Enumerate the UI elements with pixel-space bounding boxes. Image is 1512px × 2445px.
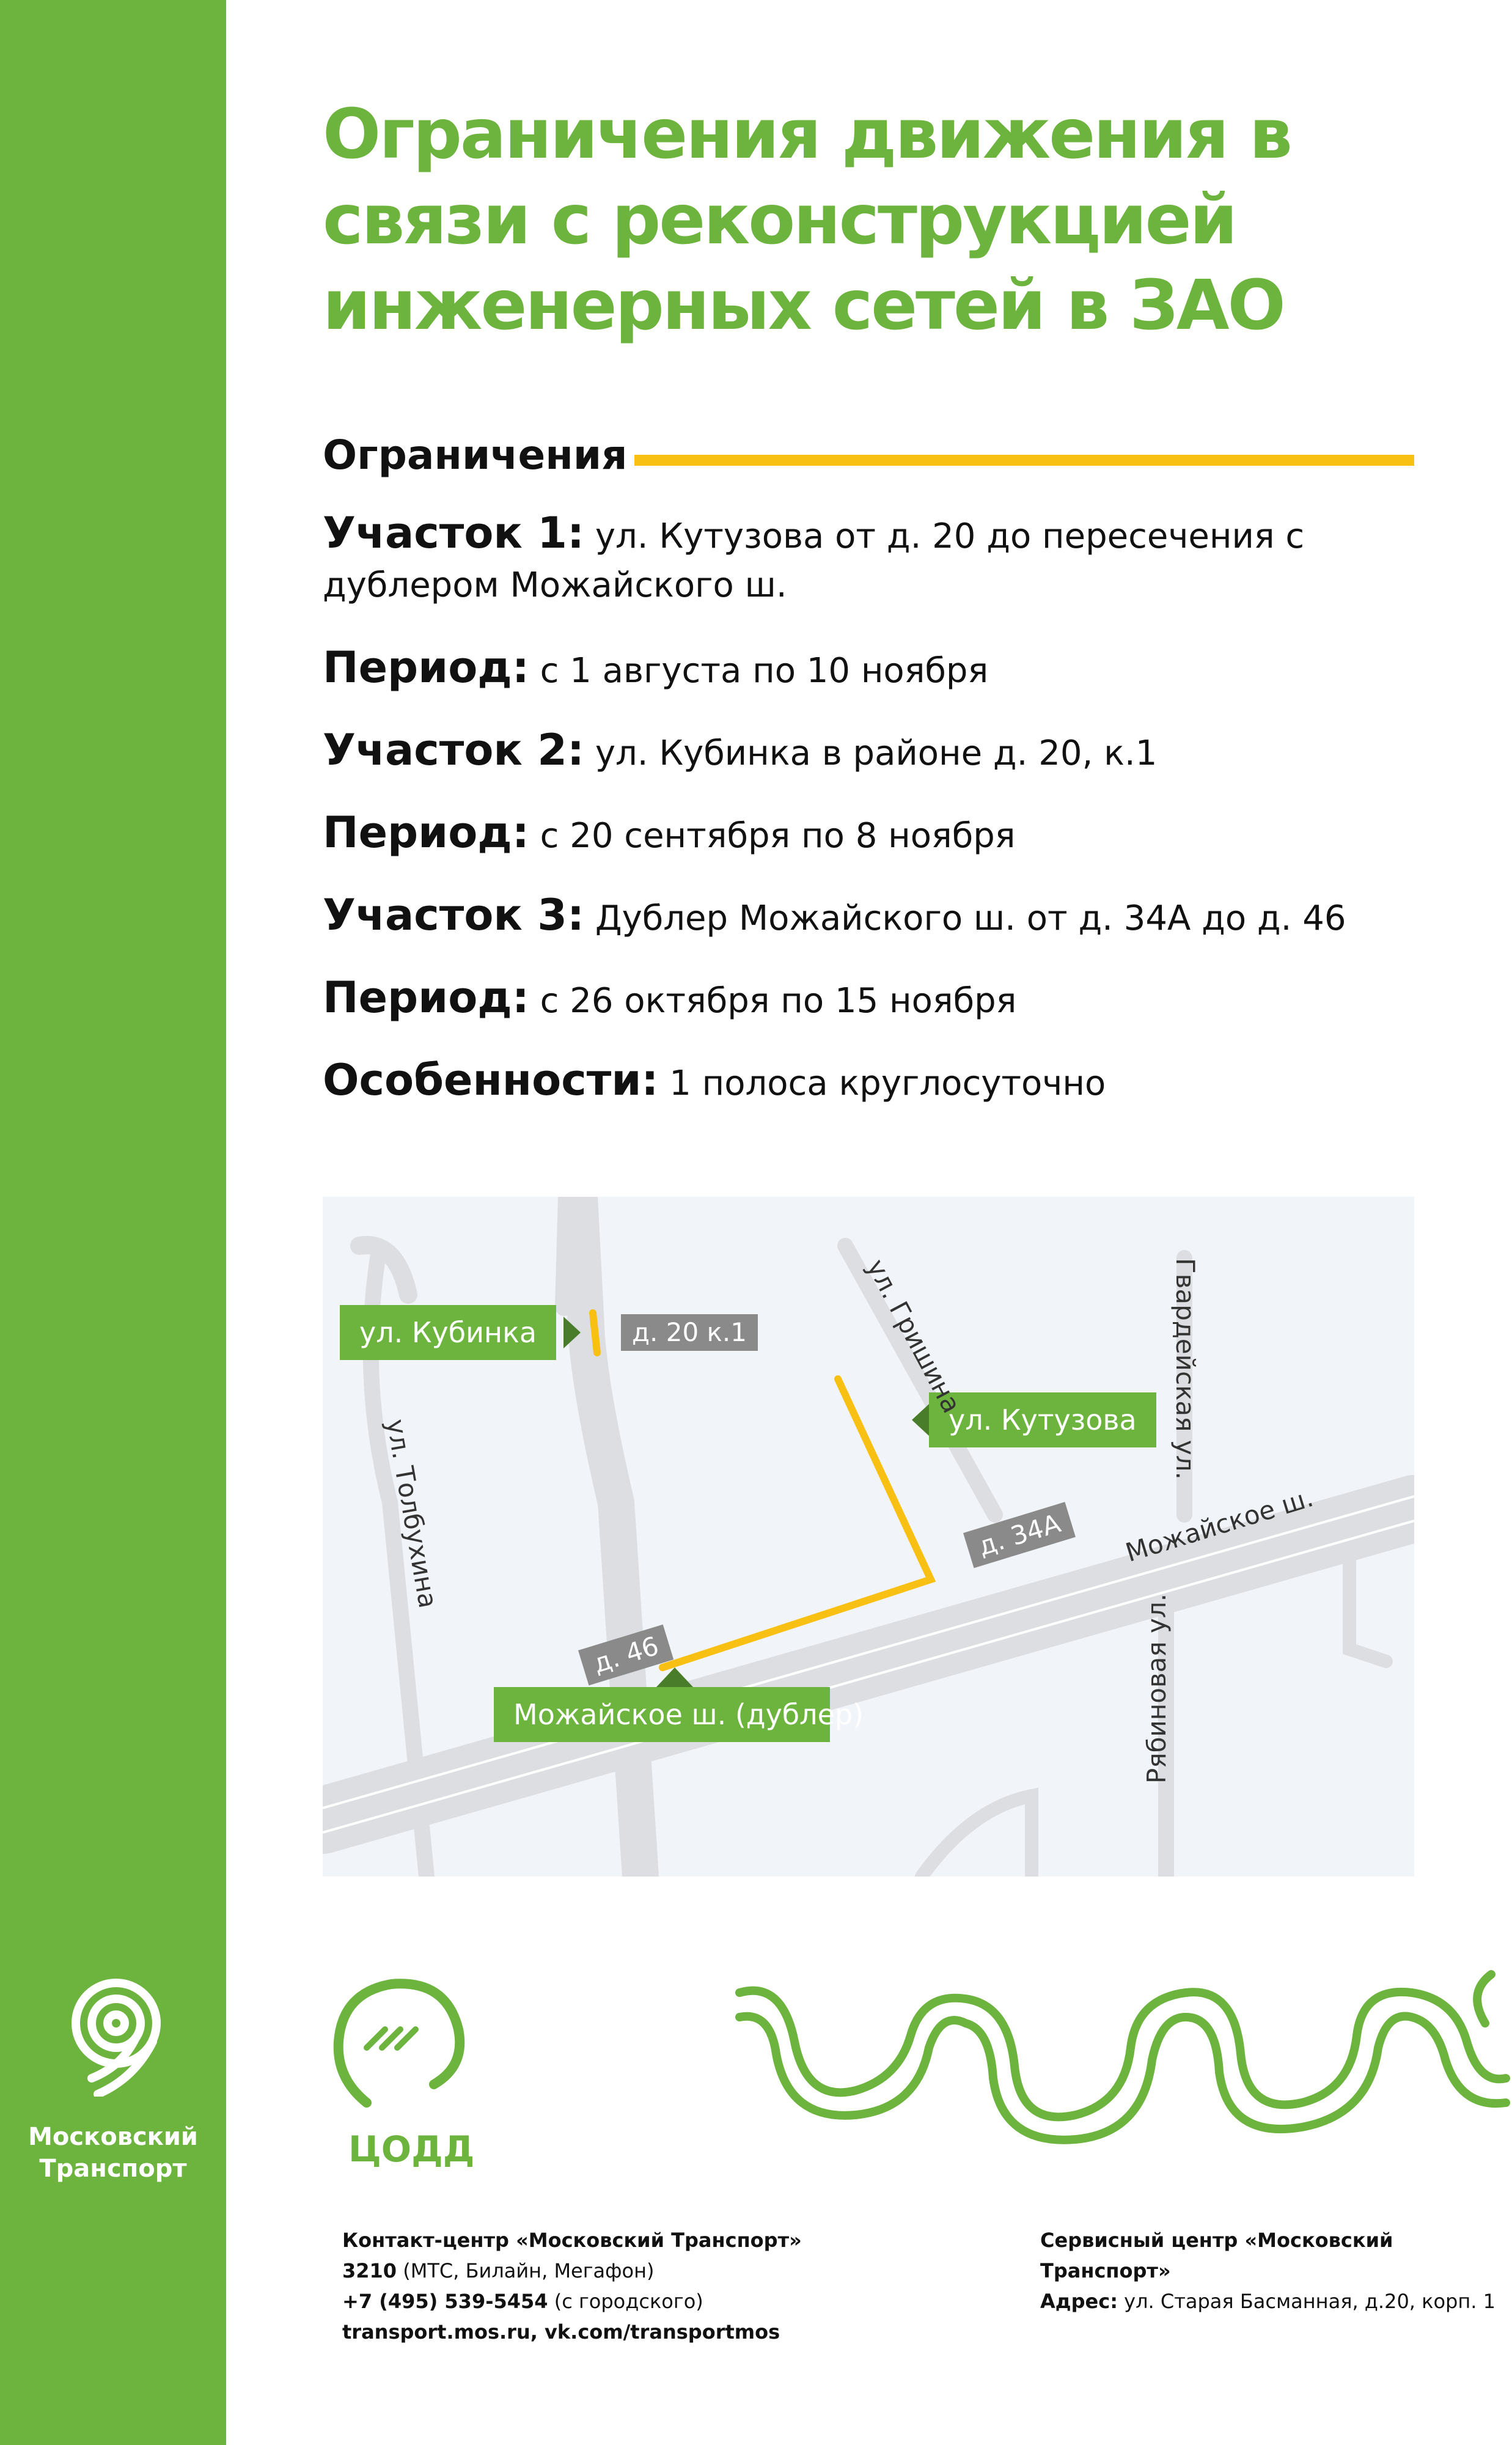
map-roads bbox=[323, 1197, 1414, 1877]
street-gvardeiskaya: Гвардейская ул. bbox=[1170, 1258, 1200, 1480]
footer-left-title bbox=[342, 2225, 802, 2256]
info-row-section-1 bbox=[323, 509, 1441, 610]
contact-center-title: Контакт-центр «Московский Транспорт» bbox=[342, 2229, 802, 2252]
info-row-period-2 bbox=[323, 808, 1441, 861]
row-text: Дублер Можайского ш. от д. 34А до д. 46 bbox=[595, 899, 1346, 938]
map bbox=[323, 1197, 1414, 1877]
row-text: с 26 октября по 15 ноября bbox=[540, 981, 1017, 1021]
footer-address bbox=[1040, 2286, 1512, 2317]
street-grishina: ул. Гришина bbox=[861, 1254, 967, 1418]
moscow-transport-logo-text bbox=[0, 2121, 226, 2185]
row-label: Участок 3: bbox=[323, 890, 584, 940]
label-kubinka: ул. Кубинка bbox=[340, 1305, 556, 1360]
pointer-kubinka-icon bbox=[563, 1317, 581, 1348]
info-row-section-2 bbox=[323, 726, 1441, 778]
website-links[interactable]: transport.mos.ru, vk.com/transportmos bbox=[342, 2320, 780, 2344]
section-header: Ограничения bbox=[323, 432, 628, 479]
row-label: Период: bbox=[323, 972, 529, 1023]
section-divider bbox=[634, 455, 1414, 466]
short-phone-note: (МТС, Билайн, Мегафон) bbox=[397, 2259, 655, 2282]
row-text: ул. Кутузова от д. 20 до пересечения с дублером Можайского ш. bbox=[323, 517, 1305, 605]
info-row-period-1 bbox=[323, 643, 1441, 696]
footer-service-center bbox=[1040, 2225, 1512, 2317]
service-center-title: Сервисный центр «Московский Транспорт» bbox=[1040, 2229, 1393, 2282]
row-label: Период: bbox=[323, 807, 529, 858]
short-phone: 3210 bbox=[342, 2259, 397, 2282]
row-label: Участок 1: bbox=[323, 508, 584, 558]
pointer-kutuzova-icon bbox=[912, 1404, 929, 1436]
label-kutuzova: ул. Кутузова bbox=[929, 1392, 1156, 1447]
codd-logo-text: ЦОДД bbox=[348, 2128, 475, 2170]
logo-line-2: Транспорт bbox=[39, 2155, 187, 2183]
page-title: Ограничения движения в связи с реконструкцией инженерных сетей в ЗАО bbox=[323, 95, 1291, 345]
label-mozhaiskoe-dubler: Можайское ш. (дублер) bbox=[494, 1687, 830, 1742]
codd-logo-icon bbox=[330, 1974, 483, 2121]
city-phone: +7 (495) 539-5454 bbox=[342, 2290, 548, 2313]
address-text: ул. Старая Басманная, д.20, корп. 1 bbox=[1117, 2290, 1495, 2313]
label-house-34a: д. 34А bbox=[963, 1502, 1076, 1568]
city-phone-note: (с городского) bbox=[548, 2290, 703, 2313]
row-text: ул. Кубинка в районе д. 20, к.1 bbox=[595, 734, 1158, 773]
pointer-dubler-icon bbox=[656, 1667, 693, 1687]
sidebar bbox=[0, 0, 226, 2445]
row-text: 1 полоса круглосуточно bbox=[669, 1064, 1106, 1103]
street-ryabinovaya: Рябиновая ул. bbox=[1142, 1593, 1172, 1784]
info-row-features bbox=[323, 1056, 1441, 1108]
row-label: Период: bbox=[323, 642, 529, 693]
street-mozhaiskoe: Можайское ш. bbox=[1122, 1482, 1317, 1568]
row-label: Участок 2: bbox=[323, 725, 584, 775]
street-tolbukhina: ул. Толбухина bbox=[380, 1417, 444, 1611]
label-house-20k1: д. 20 к.1 bbox=[621, 1314, 758, 1351]
label-house-46: д. 46 bbox=[578, 1625, 673, 1686]
logo-line-1: Московский bbox=[28, 2123, 198, 2151]
decorative-waves-icon bbox=[733, 1968, 1512, 2152]
row-label: Особенности: bbox=[323, 1055, 659, 1105]
footer-links[interactable] bbox=[342, 2317, 802, 2347]
restriction-lines bbox=[593, 1313, 931, 1667]
footer-contact-center bbox=[342, 2225, 802, 2347]
info-row-period-3 bbox=[323, 973, 1441, 1026]
row-text: с 1 августа по 10 ноября bbox=[540, 651, 989, 691]
footer-phone-mobile bbox=[342, 2256, 802, 2286]
row-text: с 20 сентября по 8 ноября bbox=[540, 816, 1016, 856]
address-label: Адрес: bbox=[1040, 2290, 1118, 2313]
footer-phone-city bbox=[342, 2286, 802, 2317]
footer-right-title bbox=[1040, 2225, 1512, 2286]
info-row-section-3 bbox=[323, 891, 1441, 943]
moscow-transport-logo-icon bbox=[55, 1974, 177, 2097]
